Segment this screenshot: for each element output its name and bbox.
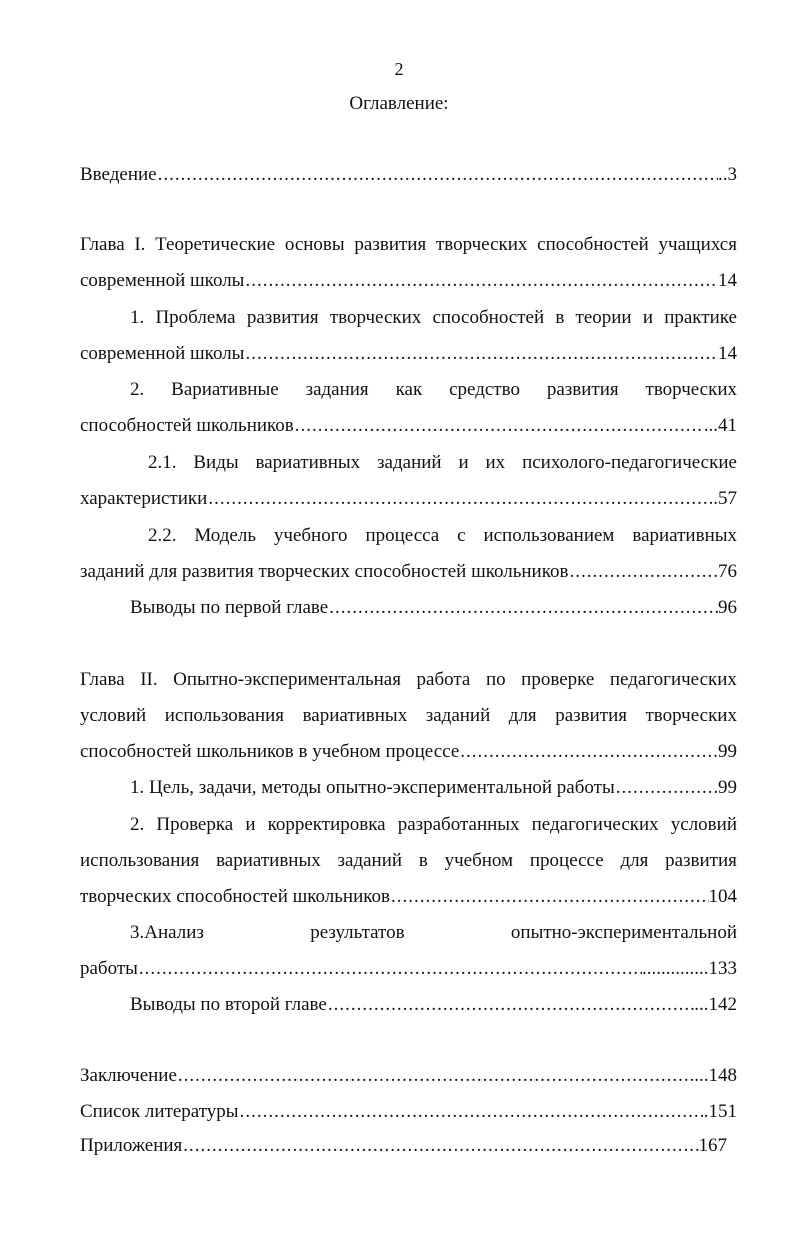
word: использования bbox=[80, 850, 200, 871]
word: Проблема bbox=[155, 307, 236, 328]
toc-section-2-2-line-2 bbox=[80, 848, 737, 874]
toc-section-2-2-line-3 bbox=[80, 884, 737, 910]
toc-chapter-1-line-1 bbox=[80, 232, 737, 258]
word: 2.2. bbox=[148, 525, 177, 546]
word: Модель bbox=[194, 525, 257, 546]
word: способностей bbox=[537, 234, 649, 255]
toc-chapter-2-conclusions bbox=[130, 992, 737, 1018]
toc-section-1-1-line-1 bbox=[130, 305, 737, 331]
word: педагогических bbox=[531, 814, 659, 835]
toc-section-1-2-2-line-2 bbox=[80, 559, 737, 585]
entry-page: 96 bbox=[718, 597, 737, 618]
word: для bbox=[508, 705, 537, 726]
word: творческих bbox=[645, 379, 737, 400]
toc-title: Оглавление: bbox=[349, 93, 449, 114]
word: условий bbox=[670, 814, 737, 835]
dot-leader bbox=[615, 775, 718, 801]
word: учебном bbox=[444, 850, 514, 871]
dot-leader bbox=[568, 559, 718, 585]
word: развития bbox=[555, 705, 627, 726]
entry-label: Введение bbox=[80, 164, 157, 185]
word: II. bbox=[140, 669, 158, 690]
word: основы bbox=[284, 234, 345, 255]
entry-label: Заключение bbox=[80, 1065, 177, 1086]
word: задания bbox=[305, 379, 369, 400]
dot-leader bbox=[239, 1099, 704, 1125]
word: вариативных bbox=[632, 525, 737, 546]
word: развития bbox=[665, 850, 737, 871]
word: учебного bbox=[273, 525, 348, 546]
word: работа bbox=[416, 669, 471, 690]
word: заданий bbox=[425, 705, 491, 726]
toc-chapter-1-line-2 bbox=[80, 268, 737, 294]
word: разработанных bbox=[397, 814, 520, 835]
dot-leader bbox=[182, 1133, 698, 1159]
entry-page: ..............133 bbox=[642, 958, 737, 979]
word: условий bbox=[80, 705, 147, 726]
word: 2.1. bbox=[148, 452, 177, 473]
toc-entry-references bbox=[80, 1099, 737, 1125]
toc-entry-conclusion bbox=[80, 1063, 737, 1089]
entry-label: Приложения bbox=[80, 1135, 183, 1156]
entry-page: 99 bbox=[718, 777, 737, 798]
toc-section-1-1-line-2 bbox=[80, 341, 737, 367]
dot-leader bbox=[177, 1063, 694, 1089]
dot-leader bbox=[207, 486, 713, 512]
word: психолого-педагогические bbox=[522, 452, 737, 473]
word: вариативных bbox=[216, 850, 321, 871]
word: творческих bbox=[435, 234, 528, 255]
word: заданий bbox=[377, 452, 442, 473]
entry-label: характеристики bbox=[80, 488, 208, 509]
toc-section-1-2-2-line-1 bbox=[148, 523, 737, 549]
entry-label: современной школы bbox=[80, 270, 245, 291]
word: теории bbox=[575, 307, 632, 328]
entry-label: Выводы по первой главе bbox=[130, 597, 329, 618]
toc-section-1-2-1-line-2 bbox=[80, 486, 737, 512]
toc-entry-appendices bbox=[80, 1133, 727, 1159]
toc-section-1-2-1-line-1 bbox=[148, 450, 737, 476]
entry-page: ...148 bbox=[694, 1065, 737, 1086]
toc-chapter-2-line-1 bbox=[80, 667, 737, 693]
toc-section-2-2-line-1 bbox=[130, 812, 737, 838]
toc-section-1-2-line-2 bbox=[80, 413, 737, 439]
word: творческих bbox=[329, 307, 422, 328]
entry-label: способностей школьников в учебном процессе bbox=[80, 741, 460, 762]
word: корректировка bbox=[267, 814, 386, 835]
entry-label: творческих способностей школьников bbox=[80, 886, 390, 907]
word: способностей bbox=[432, 307, 545, 328]
word: Виды bbox=[193, 452, 239, 473]
entry-page: .57 bbox=[713, 488, 737, 509]
word: вариативных bbox=[302, 705, 408, 726]
word: и bbox=[245, 814, 256, 835]
word: для bbox=[620, 850, 649, 871]
dot-leader bbox=[390, 884, 709, 910]
word: Проверка bbox=[156, 814, 234, 835]
word: как bbox=[395, 379, 423, 400]
entry-page: 167 bbox=[698, 1135, 727, 1156]
word: 3.Анализ bbox=[130, 922, 204, 943]
word: в bbox=[418, 850, 428, 871]
entry-label: Список литературы bbox=[80, 1101, 239, 1122]
entry-label: 1. Цель, задачи, методы опытно-экспериментальной работы bbox=[130, 777, 615, 798]
word: творческих bbox=[645, 705, 737, 726]
word: процессе bbox=[529, 850, 604, 871]
entry-page: .99 bbox=[713, 741, 737, 762]
word: с bbox=[457, 525, 466, 546]
entry-page: 14 bbox=[718, 343, 737, 364]
word: по bbox=[485, 669, 506, 690]
word: 1. bbox=[130, 307, 145, 328]
word: учащихся bbox=[658, 234, 737, 255]
entry-page: 76 bbox=[718, 561, 737, 582]
word: опытно-экспериментальной bbox=[510, 922, 737, 943]
word: и bbox=[642, 307, 653, 328]
word: практике bbox=[664, 307, 737, 328]
word: в bbox=[555, 307, 565, 328]
toc-chapter-1-conclusions bbox=[130, 595, 737, 621]
entry-label: современной школы bbox=[80, 343, 245, 364]
word: процесса bbox=[365, 525, 440, 546]
word: использованием bbox=[483, 525, 615, 546]
dot-leader bbox=[294, 413, 704, 439]
toc-section-2-3-line-2 bbox=[80, 956, 737, 982]
word: и bbox=[458, 452, 469, 473]
entry-page: .151 bbox=[703, 1101, 737, 1122]
entry-page: 104 bbox=[708, 886, 737, 907]
entry-label: заданий для развития творческих способностей школьников bbox=[80, 561, 569, 582]
entry-label: работы bbox=[80, 958, 138, 979]
entry-page: ...142 bbox=[694, 994, 737, 1015]
dot-leader bbox=[138, 956, 642, 982]
dot-leader bbox=[328, 595, 718, 621]
toc-chapter-2-line-3 bbox=[80, 739, 737, 765]
toc-section-2-1 bbox=[130, 775, 737, 801]
word: развития bbox=[246, 307, 319, 328]
word: Глава bbox=[80, 234, 125, 255]
word: Теоретические bbox=[155, 234, 276, 255]
word: 2. bbox=[130, 814, 145, 835]
word: использования bbox=[164, 705, 285, 726]
word: Опытно-экспериментальная bbox=[173, 669, 401, 690]
word: вариативных bbox=[255, 452, 361, 473]
word: I. bbox=[134, 234, 146, 255]
entry-page: ..3 bbox=[718, 164, 737, 185]
word: педагогических bbox=[609, 669, 737, 690]
dot-leader bbox=[244, 341, 718, 367]
toc-entry-introduction bbox=[80, 162, 737, 188]
entry-page: ...41 bbox=[703, 415, 737, 436]
dot-leader bbox=[459, 739, 713, 765]
word: Глава bbox=[80, 669, 125, 690]
entry-label: Выводы по второй главе bbox=[130, 994, 327, 1015]
word: 2. bbox=[130, 379, 145, 400]
dot-leader bbox=[244, 268, 718, 294]
word: заданий bbox=[337, 850, 403, 871]
page-number: 2 bbox=[394, 59, 404, 79]
dot-leader bbox=[327, 992, 694, 1018]
word: результатов bbox=[310, 922, 405, 943]
word: средство bbox=[449, 379, 520, 400]
word: развития bbox=[354, 234, 427, 255]
entry-page: 14 bbox=[718, 270, 737, 291]
toc-section-1-2-line-1 bbox=[130, 377, 737, 403]
toc-section-2-3-line-1 bbox=[130, 920, 737, 946]
word: проверке bbox=[521, 669, 595, 690]
word: Вариативные bbox=[171, 379, 279, 400]
word: их bbox=[485, 452, 506, 473]
dot-leader bbox=[157, 162, 718, 188]
entry-label: способностей школьников bbox=[80, 415, 294, 436]
toc-chapter-2-line-2 bbox=[80, 703, 737, 729]
word: развития bbox=[546, 379, 619, 400]
